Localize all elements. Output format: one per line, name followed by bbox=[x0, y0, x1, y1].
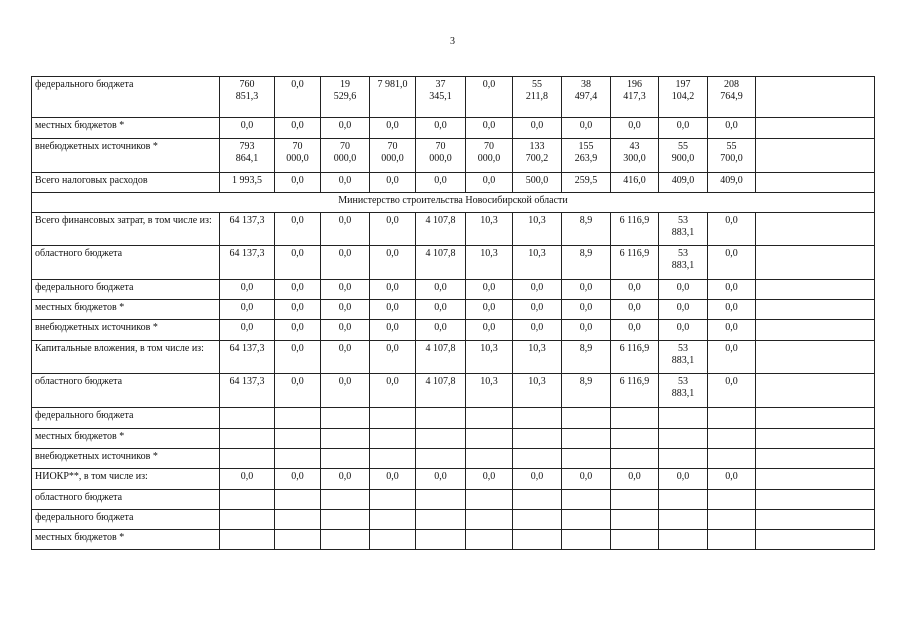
table-cell bbox=[416, 530, 466, 550]
table-cell bbox=[513, 408, 562, 429]
table-cell: 70 000,0 bbox=[275, 139, 321, 173]
table-row bbox=[32, 429, 875, 449]
table-cell: 10,3 bbox=[466, 246, 513, 280]
table-cell: 0,0 bbox=[659, 469, 708, 490]
table-cell: 0,0 bbox=[708, 213, 756, 246]
table-cell: 0,0 bbox=[321, 300, 370, 320]
table-cell: 6 116,9 bbox=[611, 341, 659, 374]
table-cell: 64 137,3 bbox=[220, 246, 275, 280]
table-cell: 0,0 bbox=[321, 118, 370, 139]
table-cell: 0,0 bbox=[275, 118, 321, 139]
table-cell bbox=[756, 469, 875, 490]
table-cell: 0,0 bbox=[275, 173, 321, 193]
table-cell: 0,0 bbox=[416, 320, 466, 341]
table-cell bbox=[659, 449, 708, 469]
table-cell: 0,0 bbox=[275, 300, 321, 320]
table-cell: 37 345,1 bbox=[416, 77, 466, 118]
table-cell: 0,0 bbox=[321, 374, 370, 408]
table-cell: 0,0 bbox=[275, 469, 321, 490]
table-cell: 0,0 bbox=[370, 374, 416, 408]
table-cell: 0,0 bbox=[708, 320, 756, 341]
row-label: местных бюджетов * bbox=[32, 300, 220, 320]
table-cell: 0,0 bbox=[611, 469, 659, 490]
table-cell: 0,0 bbox=[466, 173, 513, 193]
table-cell bbox=[321, 530, 370, 550]
table-cell: 0,0 bbox=[466, 77, 513, 118]
table-cell: 0,0 bbox=[708, 341, 756, 374]
table-cell bbox=[756, 530, 875, 550]
table-cell bbox=[659, 510, 708, 530]
table-row bbox=[32, 469, 875, 490]
table-cell: 133 700,2 bbox=[513, 139, 562, 173]
table-cell: 0,0 bbox=[416, 469, 466, 490]
table-cell bbox=[562, 408, 611, 429]
table-cell: 0,0 bbox=[220, 118, 275, 139]
table-cell bbox=[220, 530, 275, 550]
section-title: Министерство строительства Новосибирской области bbox=[32, 193, 875, 213]
table-cell: 0,0 bbox=[562, 118, 611, 139]
row-label: местных бюджетов * bbox=[32, 429, 220, 449]
table-cell: 55 211,8 bbox=[513, 77, 562, 118]
table-cell: 10,3 bbox=[513, 213, 562, 246]
table-cell: 6 116,9 bbox=[611, 246, 659, 280]
table-cell bbox=[756, 213, 875, 246]
table-cell: 10,3 bbox=[466, 374, 513, 408]
table-cell bbox=[513, 449, 562, 469]
table-body bbox=[32, 77, 875, 550]
table-cell bbox=[275, 408, 321, 429]
table-cell: 208 764,9 bbox=[708, 77, 756, 118]
table-cell bbox=[756, 77, 875, 118]
table-row bbox=[32, 341, 875, 374]
table-cell: 0,0 bbox=[416, 118, 466, 139]
row-label: Всего налоговых расходов bbox=[32, 173, 220, 193]
table-cell bbox=[416, 490, 466, 510]
table-cell: 10,3 bbox=[513, 341, 562, 374]
table-cell: 0,0 bbox=[513, 320, 562, 341]
table-cell: 0,0 bbox=[466, 300, 513, 320]
table-cell: 0,0 bbox=[370, 320, 416, 341]
table-cell: 0,0 bbox=[321, 246, 370, 280]
table-cell: 0,0 bbox=[562, 280, 611, 300]
table-cell: 793 864,1 bbox=[220, 139, 275, 173]
table-cell bbox=[756, 510, 875, 530]
table-cell: 55 700,0 bbox=[708, 139, 756, 173]
table-cell: 64 137,3 bbox=[220, 374, 275, 408]
table-cell bbox=[220, 408, 275, 429]
table-cell bbox=[756, 449, 875, 469]
table-cell bbox=[659, 530, 708, 550]
table-cell: 4 107,8 bbox=[416, 341, 466, 374]
table-cell: 70 000,0 bbox=[416, 139, 466, 173]
table-cell bbox=[756, 246, 875, 280]
table-cell bbox=[756, 320, 875, 341]
table-cell: 0,0 bbox=[611, 280, 659, 300]
table-cell: 196 417,3 bbox=[611, 77, 659, 118]
row-label: внебюджетных источников * bbox=[32, 449, 220, 469]
page-number: 3 bbox=[450, 36, 455, 47]
table-cell bbox=[416, 510, 466, 530]
table-cell bbox=[756, 280, 875, 300]
table-cell: 0,0 bbox=[220, 469, 275, 490]
table-cell: 0,0 bbox=[275, 341, 321, 374]
table-row bbox=[32, 449, 875, 469]
table-cell: 53 883,1 bbox=[659, 374, 708, 408]
table-cell bbox=[275, 490, 321, 510]
table-cell bbox=[708, 449, 756, 469]
table-cell: 6 116,9 bbox=[611, 374, 659, 408]
table-cell bbox=[611, 408, 659, 429]
table-cell bbox=[370, 510, 416, 530]
table-cell: 0,0 bbox=[611, 320, 659, 341]
table-cell: 0,0 bbox=[370, 118, 416, 139]
table-cell bbox=[220, 429, 275, 449]
table-cell: 0,0 bbox=[659, 118, 708, 139]
table-cell: 0,0 bbox=[611, 118, 659, 139]
table-cell: 0,0 bbox=[659, 320, 708, 341]
table-cell: 0,0 bbox=[708, 300, 756, 320]
table-cell: 0,0 bbox=[562, 320, 611, 341]
table-cell bbox=[756, 408, 875, 429]
table-cell bbox=[562, 429, 611, 449]
table-cell: 4 107,8 bbox=[416, 246, 466, 280]
table-cell bbox=[659, 408, 708, 429]
table-cell: 0,0 bbox=[416, 300, 466, 320]
table-cell: 0,0 bbox=[466, 280, 513, 300]
table-cell: 8,9 bbox=[562, 341, 611, 374]
row-label: федерального бюджета bbox=[32, 510, 220, 530]
table-cell: 0,0 bbox=[416, 280, 466, 300]
table-cell bbox=[708, 408, 756, 429]
financing-table bbox=[31, 76, 875, 550]
table-cell: 8,9 bbox=[562, 213, 611, 246]
table-cell bbox=[513, 429, 562, 449]
table-cell: 0,0 bbox=[513, 118, 562, 139]
table-cell: 0,0 bbox=[513, 300, 562, 320]
row-label: федерального бюджета bbox=[32, 280, 220, 300]
table-cell: 0,0 bbox=[611, 300, 659, 320]
table-cell bbox=[513, 510, 562, 530]
table-cell bbox=[611, 510, 659, 530]
table-cell: 10,3 bbox=[466, 213, 513, 246]
table-row bbox=[32, 118, 875, 139]
table-cell bbox=[708, 490, 756, 510]
table-row bbox=[32, 213, 875, 246]
table-row bbox=[32, 320, 875, 341]
table-cell bbox=[416, 449, 466, 469]
row-label: местных бюджетов * bbox=[32, 530, 220, 550]
table-cell: 53 883,1 bbox=[659, 341, 708, 374]
table-cell: 0,0 bbox=[659, 300, 708, 320]
table-cell bbox=[370, 530, 416, 550]
table-cell: 8,9 bbox=[562, 374, 611, 408]
table-cell bbox=[220, 490, 275, 510]
table-cell: 0,0 bbox=[466, 469, 513, 490]
table-cell: 0,0 bbox=[708, 246, 756, 280]
table-cell: 0,0 bbox=[416, 173, 466, 193]
table-cell bbox=[466, 490, 513, 510]
table-cell bbox=[416, 408, 466, 429]
table-cell bbox=[756, 374, 875, 408]
table-cell: 259,5 bbox=[562, 173, 611, 193]
table-cell: 7 981,0 bbox=[370, 77, 416, 118]
table-cell: 0,0 bbox=[321, 320, 370, 341]
table-cell: 0,0 bbox=[708, 469, 756, 490]
table-cell bbox=[370, 449, 416, 469]
row-label: федерального бюджета bbox=[32, 408, 220, 429]
table-cell bbox=[513, 490, 562, 510]
table-cell bbox=[466, 530, 513, 550]
table-cell bbox=[466, 408, 513, 429]
table-cell bbox=[321, 490, 370, 510]
row-label: областного бюджета bbox=[32, 374, 220, 408]
table-cell: 4 107,8 bbox=[416, 374, 466, 408]
table-cell bbox=[611, 429, 659, 449]
table-cell: 0,0 bbox=[275, 213, 321, 246]
table-cell: 0,0 bbox=[321, 213, 370, 246]
table-row bbox=[32, 374, 875, 408]
row-label: внебюджетных источников * bbox=[32, 139, 220, 173]
table-cell bbox=[562, 510, 611, 530]
table-cell bbox=[562, 449, 611, 469]
table-cell: 0,0 bbox=[275, 246, 321, 280]
table-cell bbox=[756, 300, 875, 320]
table-cell: 0,0 bbox=[562, 300, 611, 320]
table-cell bbox=[659, 429, 708, 449]
table-cell: 0,0 bbox=[562, 469, 611, 490]
table-cell bbox=[562, 530, 611, 550]
table-cell: 0,0 bbox=[321, 341, 370, 374]
table-cell: 64 137,3 bbox=[220, 341, 275, 374]
table-cell: 0,0 bbox=[466, 320, 513, 341]
table-cell bbox=[611, 530, 659, 550]
table-cell bbox=[220, 449, 275, 469]
table-cell: 0,0 bbox=[220, 320, 275, 341]
table-cell: 0,0 bbox=[370, 173, 416, 193]
table-cell: 64 137,3 bbox=[220, 213, 275, 246]
table-cell: 0,0 bbox=[370, 280, 416, 300]
table-cell: 0,0 bbox=[370, 469, 416, 490]
table-cell: 53 883,1 bbox=[659, 246, 708, 280]
table-cell: 70 000,0 bbox=[466, 139, 513, 173]
table-row bbox=[32, 280, 875, 300]
row-label: местных бюджетов * bbox=[32, 118, 220, 139]
table-cell: 0,0 bbox=[275, 280, 321, 300]
table-cell bbox=[275, 429, 321, 449]
table-cell: 0,0 bbox=[370, 246, 416, 280]
table-cell bbox=[708, 530, 756, 550]
table-cell: 0,0 bbox=[659, 280, 708, 300]
table-row bbox=[32, 246, 875, 280]
table-cell: 10,3 bbox=[466, 341, 513, 374]
row-label: внебюджетных источников * bbox=[32, 320, 220, 341]
table-cell bbox=[513, 530, 562, 550]
row-label: Всего финансовых затрат, в том числе из: bbox=[32, 213, 220, 246]
table-cell: 10,3 bbox=[513, 374, 562, 408]
table-cell: 0,0 bbox=[275, 77, 321, 118]
section-row bbox=[32, 193, 875, 213]
table-row bbox=[32, 139, 875, 173]
table-cell: 0,0 bbox=[370, 213, 416, 246]
table-cell: 416,0 bbox=[611, 173, 659, 193]
table-cell: 10,3 bbox=[513, 246, 562, 280]
table-cell: 53 883,1 bbox=[659, 213, 708, 246]
table-cell bbox=[321, 429, 370, 449]
table-cell: 70 000,0 bbox=[370, 139, 416, 173]
table-cell bbox=[611, 449, 659, 469]
row-label: НИОКР**, в том числе из: bbox=[32, 469, 220, 490]
table-cell: 0,0 bbox=[466, 118, 513, 139]
table-cell bbox=[756, 173, 875, 193]
table-cell: 0,0 bbox=[275, 374, 321, 408]
table-cell bbox=[562, 490, 611, 510]
table-cell: 0,0 bbox=[275, 320, 321, 341]
table-row bbox=[32, 530, 875, 550]
table-cell: 70 000,0 bbox=[321, 139, 370, 173]
table-cell bbox=[756, 429, 875, 449]
table-cell bbox=[708, 429, 756, 449]
row-label: областного бюджета bbox=[32, 246, 220, 280]
table-row bbox=[32, 408, 875, 429]
table-cell bbox=[611, 490, 659, 510]
table-cell bbox=[321, 510, 370, 530]
table-cell bbox=[756, 139, 875, 173]
table-cell: 409,0 bbox=[708, 173, 756, 193]
table-cell: 0,0 bbox=[321, 173, 370, 193]
row-label: областного бюджета bbox=[32, 490, 220, 510]
table-cell: 4 107,8 bbox=[416, 213, 466, 246]
table-row bbox=[32, 510, 875, 530]
table-cell: 0,0 bbox=[708, 374, 756, 408]
table-cell bbox=[321, 408, 370, 429]
table-cell bbox=[275, 449, 321, 469]
table-cell: 38 497,4 bbox=[562, 77, 611, 118]
table-row bbox=[32, 77, 875, 118]
row-label: федерального бюджета bbox=[32, 77, 220, 118]
table-cell: 155 263,9 bbox=[562, 139, 611, 173]
table-cell bbox=[466, 510, 513, 530]
table-cell: 760 851,3 bbox=[220, 77, 275, 118]
table-cell: 0,0 bbox=[220, 300, 275, 320]
table-row bbox=[32, 490, 875, 510]
table-cell bbox=[466, 449, 513, 469]
table-cell: 0,0 bbox=[370, 300, 416, 320]
table-cell: 500,0 bbox=[513, 173, 562, 193]
table-cell: 8,9 bbox=[562, 246, 611, 280]
table-cell: 409,0 bbox=[659, 173, 708, 193]
table-cell: 0,0 bbox=[321, 469, 370, 490]
table-cell: 197 104,2 bbox=[659, 77, 708, 118]
table-cell bbox=[466, 429, 513, 449]
table-cell: 1 993,5 bbox=[220, 173, 275, 193]
table-cell bbox=[275, 510, 321, 530]
table-cell bbox=[416, 429, 466, 449]
table-cell: 19 529,6 bbox=[321, 77, 370, 118]
table-cell: 43 300,0 bbox=[611, 139, 659, 173]
table-cell bbox=[756, 341, 875, 374]
table-row bbox=[32, 300, 875, 320]
row-label: Капитальные вложения, в том числе из: bbox=[32, 341, 220, 374]
table-cell bbox=[370, 490, 416, 510]
table-cell bbox=[756, 118, 875, 139]
table-cell: 55 900,0 bbox=[659, 139, 708, 173]
table-cell: 0,0 bbox=[513, 469, 562, 490]
table-cell bbox=[708, 510, 756, 530]
table-cell: 0,0 bbox=[321, 280, 370, 300]
table-cell bbox=[321, 449, 370, 469]
table-cell bbox=[659, 490, 708, 510]
table-cell: 6 116,9 bbox=[611, 213, 659, 246]
table-cell bbox=[220, 510, 275, 530]
table-row bbox=[32, 173, 875, 193]
table-cell: 0,0 bbox=[708, 118, 756, 139]
table-cell bbox=[370, 429, 416, 449]
table-cell: 0,0 bbox=[220, 280, 275, 300]
table-cell: 0,0 bbox=[370, 341, 416, 374]
table-cell bbox=[756, 490, 875, 510]
table-cell bbox=[370, 408, 416, 429]
table-cell bbox=[275, 530, 321, 550]
table-cell: 0,0 bbox=[708, 280, 756, 300]
table-cell: 0,0 bbox=[513, 280, 562, 300]
